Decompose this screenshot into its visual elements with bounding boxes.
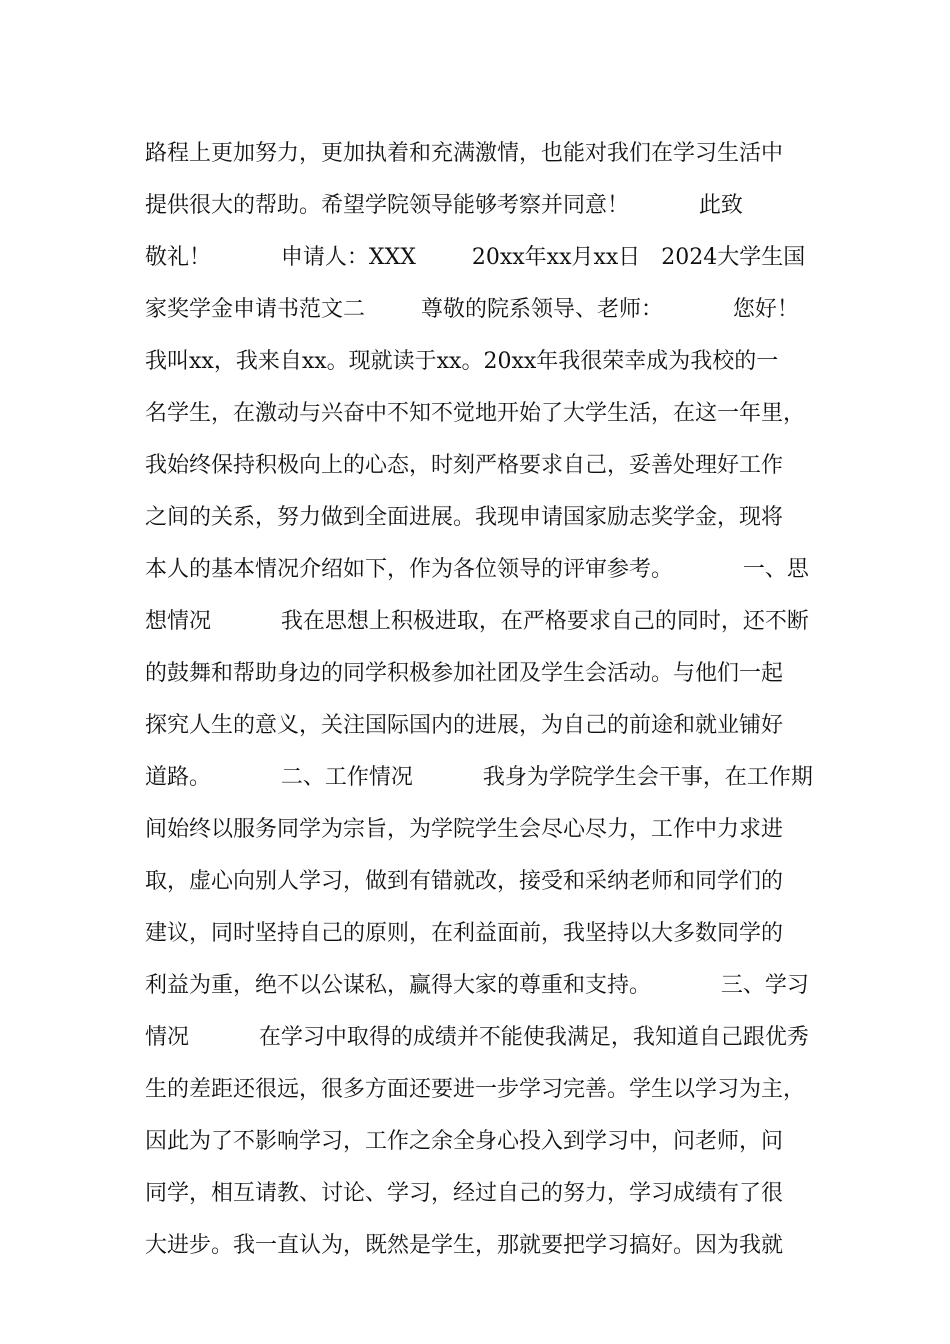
text-line: 因此为了不影响学习，工作之余全身心投入到学习中，问老师，问	[145, 1129, 784, 1154]
text-line: 同学，相互请教、讨论、学习，经过自己的努力，学习成绩有了很	[145, 1181, 784, 1206]
text-line: 敬礼！ 申请人：XXX 20xx年xx月xx日 2024大学生国	[145, 245, 806, 270]
text-line: 提供很大的帮助。希望学院领导能够考察并同意！ 此致	[145, 193, 743, 218]
text-line: 利益为重，绝不以公谋私，赢得大家的尊重和支持。 三、学习	[145, 973, 809, 998]
text-line: 我叫xx，我来自xx。现就读于xx。20xx年我很荣幸成为我校的一	[145, 349, 779, 374]
text-line: 之间的关系，努力做到全面进展。我现申请国家励志奖学金，现将	[145, 505, 784, 530]
text-line: 家奖学金申请书范文二 尊敬的院系领导、老师： 您好！	[145, 297, 799, 322]
text-line: 道路。 二、工作情况 我身为学院学生会干事，在工作期	[145, 765, 813, 790]
text-line: 路程上更加努力，更加执着和充满激情，也能对我们在学习生活中	[145, 141, 784, 166]
text-line: 取，虚心向别人学习，做到有错就改，接受和采纳老师和同学们的	[145, 869, 784, 894]
text-line: 间始终以服务同学为宗旨，为学院学生会尽心尽力，工作中力求进	[145, 817, 784, 842]
text-line: 生的差距还很远，很多方面还要进一步学习完善。学生以学习为主，	[145, 1077, 806, 1102]
text-line: 探究人生的意义，关注国际国内的进展，为自己的前途和就业铺好	[145, 713, 784, 738]
text-line: 想情况 我在思想上积极进取，在严格要求自己的同时，还不断	[145, 609, 809, 634]
document-body	[145, 128, 845, 1272]
text-line: 情况 在学习中取得的成绩并不能使我满足，我知道自己跟优秀	[145, 1025, 809, 1050]
text-line: 本人的基本情况介绍如下，作为各位领导的评审参考。 一、思	[145, 557, 809, 582]
text-line: 名学生，在激动与兴奋中不知不觉地开始了大学生活，在这一年里，	[145, 401, 806, 426]
text-line: 建议，同时坚持自己的原则，在利益面前，我坚持以大多数同学的	[145, 921, 784, 946]
text-line: 大进步。我一直认为，既然是学生，那就要把学习搞好。因为我就	[145, 1233, 784, 1258]
text-line: 的鼓舞和帮助身边的同学积极参加社团及学生会活动。与他们一起	[145, 661, 784, 686]
text-line: 我始终保持积极向上的心态，时刻严格要求自己，妥善处理好工作	[145, 453, 784, 478]
